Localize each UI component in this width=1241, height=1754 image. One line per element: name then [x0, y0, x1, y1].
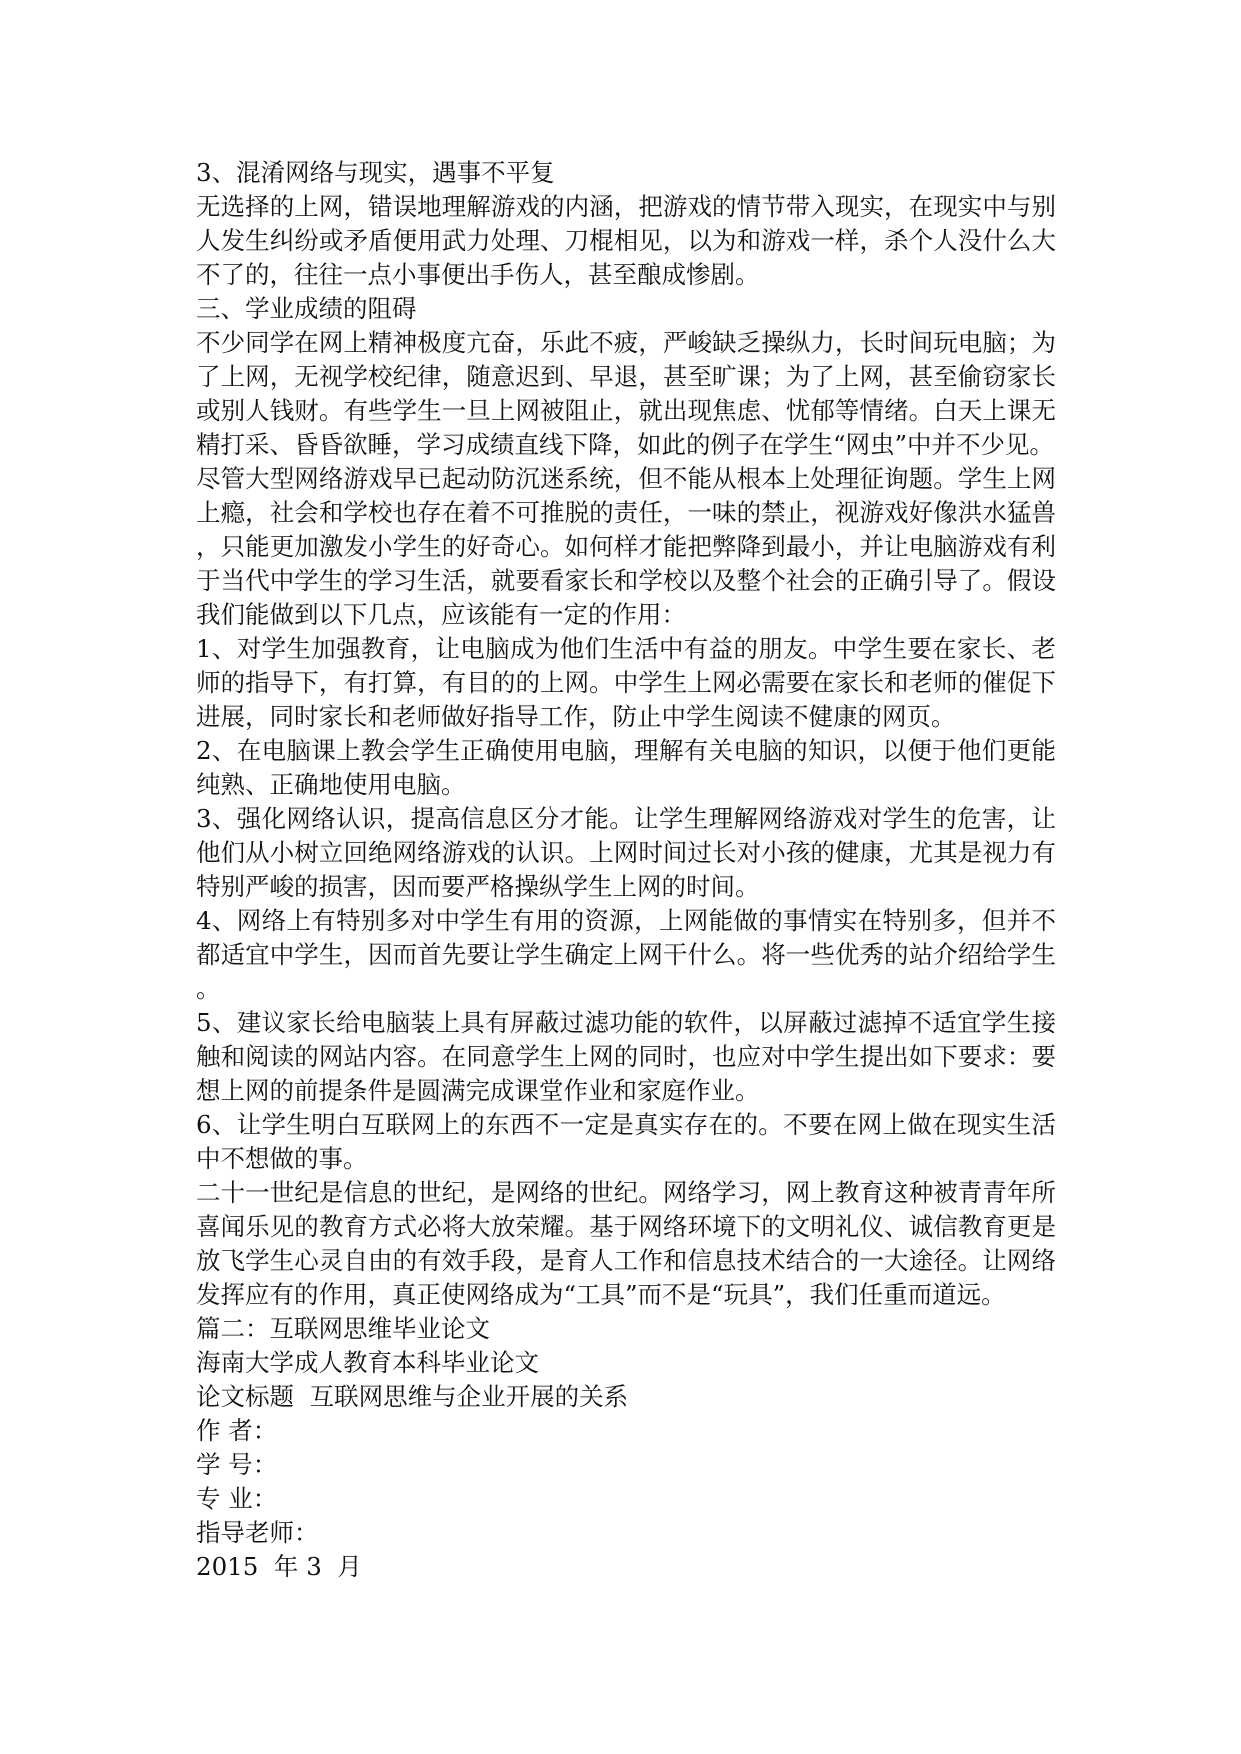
thesis-institution: 海南大学成人教育本科毕业论文	[196, 1348, 539, 1377]
author-field: 作 者：	[196, 1416, 278, 1445]
advisor-field: 指导老师：	[196, 1518, 319, 1547]
list-item-3: 3、强化网络认识，提高信息区分才能。让学生理解网络游戏对学生的危害，让他们从小树立回绝网络游戏的认识。上网时间过长对小孩的健康，尤其是视力有特别严峻的损害，因而要严格操纵学生上网的时间。	[196, 804, 1056, 901]
paragraph-academic-impact: 不少同学在网上精神极度亢奋，乐此不疲，严峻缺乏操纵力，长时间玩电脑；为了上网，无视学校纪律，随意迟到、早退，甚至旷课；为了上网，甚至偷窃家长或别人钱财。有些学生一旦上网被阻止，就出现焦虑、忧郁等情绪。白天上课无精打采、昏昏欲睡，学习成绩直线下降，如此的例子在学生“网虫”中并不少见。	[196, 328, 1056, 459]
paragraph-section-3-heading: 3、混淆网络与现实，遇事不平复	[196, 158, 555, 187]
paragraph-confusing-reality: 无选择的上网，错误地理解游戏的内涵，把游戏的情节带入现实，在现实中与别人发生纠纷或矛盾便用武力处理、刀棍相见，以为和游戏一样，杀个人没什么大不了的，往往一点小事便出手伤人，甚至酿成惨剧。	[196, 192, 1056, 289]
heading-academic-impact: 三、学业成绩的阻碍	[196, 294, 417, 323]
list-item-6: 6、让学生明白互联网上的东西不一定是真实存在的。不要在网上做在现实生活中不想做的事。	[196, 1110, 1056, 1173]
date-field: 2015 年 3 月	[196, 1552, 362, 1581]
list-item-4: 4、网络上有特别多对中学生有用的资源，上网能做的事情实在特别多，但并不都适宜中学生，因而首先要让学生确定上网干什么。将一些优秀的站介绍给学生。	[196, 906, 1056, 1003]
major-field: 专 业：	[196, 1484, 278, 1513]
list-item-2: 2、在电脑课上教会学生正确使用电脑，理解有关电脑的知识，以便于他们更能纯熟、正确地使用电脑。	[196, 736, 1056, 799]
student-id-field: 学 号：	[196, 1450, 278, 1479]
paragraph-anti-addiction: 尽管大型网络游戏早已起动防沉迷系统，但不能从根本上处理征询题。学生上网上瘾，社会和学校也存在着不可推脱的责任，一味的禁止，视游戏好像洪水猛兽，只能更加激发小学生的好奇心。如何样才能把弊降到最小，并让电脑游戏有利于当代中学生的学习生活，就要看家长和学校以及整个社会的正确引导了。假设我们能做到以下几点，应该能有一定的作用：	[196, 464, 1056, 629]
list-item-5: 5、建议家长给电脑装上具有屏蔽过滤功能的软件，以屏蔽过滤掉不适宜学生接触和阅读的网站内容。在同意学生上网的同时，也应对中学生提出如下要求：要想上网的前提条件是圆满完成课堂作业和家庭作业。	[196, 1008, 1056, 1105]
paragraph-conclusion: 二十一世纪是信息的世纪，是网络的世纪。网络学习，网上教育这种被青青年所喜闻乐见的教育方式必将大放荣耀。基于网络环境下的文明礼仪、诚信教育更是放飞学生心灵自由的有效手段，是育人工作和信息技术结合的一大途径。让网络发挥应有的作用，真正使网络成为“工具”而不是“玩具”，我们任重而道远。	[196, 1178, 1056, 1309]
thesis-title: 论文标题 互联网思维与企业开展的关系	[196, 1382, 629, 1411]
part-two-title: 篇二：互联网思维毕业论文	[196, 1314, 490, 1343]
document-page	[196, 156, 1056, 1584]
list-item-1: 1、对学生加强教育，让电脑成为他们生活中有益的朋友。中学生要在家长、老师的指导下，有打算，有目的的上网。中学生上网必需要在家长和老师的催促下进展，同时家长和老师做好指导工作，防止中学生阅读不健康的网页。	[196, 634, 1056, 731]
